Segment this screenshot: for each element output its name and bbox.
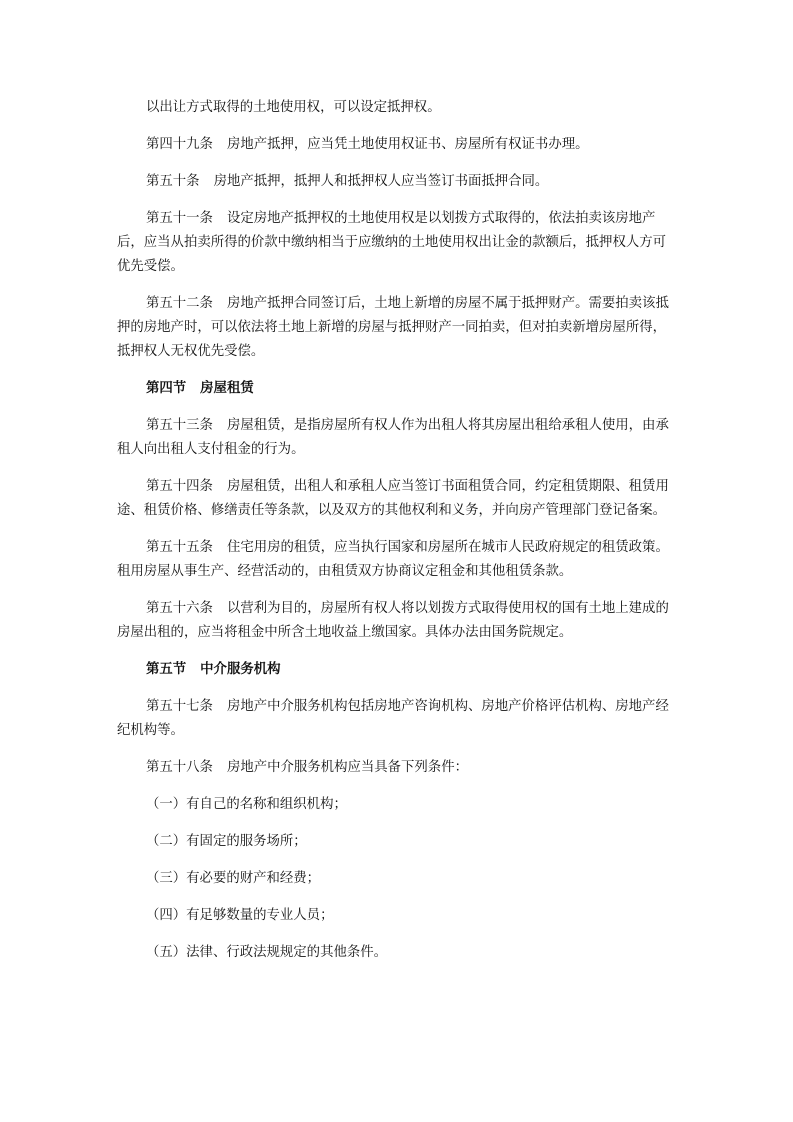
list-item bbox=[117, 867, 679, 891]
article-label: 第五十五条 bbox=[146, 540, 213, 555]
section-heading bbox=[117, 377, 679, 401]
article-label: 第五十一条 bbox=[146, 211, 213, 226]
paragraph-text-body: 以出让方式取得的土地使用权，可以设定抵押权。 bbox=[146, 100, 441, 115]
article-text: 以营利为目的，房屋所有权人将以划拨方式取得使用权的国有土地上建成的房屋出租的，应当将租金中所含土地收益上缴国家。具体办法由国务院规定。 bbox=[117, 601, 669, 640]
section-heading bbox=[117, 658, 679, 682]
article-paragraph bbox=[117, 536, 679, 584]
article-label: 第五十六条 bbox=[146, 601, 213, 616]
list-item-text: （五）法律、行政法规规定的其他条件。 bbox=[146, 945, 388, 960]
article-paragraph bbox=[117, 170, 679, 194]
article-text: 设定房地产抵押权的土地使用权是以划拨方式取得的，依法拍卖该房地产后，应当从拍卖所得的价款中缴纳相当于应缴纳的土地使用权出让金的款额后，抵押权人方可优先受偿。 bbox=[117, 211, 667, 274]
article-label: 第五十四条 bbox=[146, 479, 213, 494]
article-text: 房地产中介服务机构包括房地产咨询机构、房地产价格评估机构、房地产经纪机构等。 bbox=[117, 699, 669, 738]
article-text: 房地产抵押合同签订后，土地上新增的房屋不属于抵押财产。需要拍卖该抵押的房地产时，可以依法将土地上新增的房屋与抵押财产一同拍卖，但对拍卖新增房屋所得，抵押权人无权优先受偿。 bbox=[117, 296, 669, 359]
article-paragraph bbox=[117, 414, 679, 462]
article-label: 第四十九条 bbox=[146, 137, 213, 152]
list-item bbox=[117, 830, 679, 854]
article-paragraph bbox=[117, 207, 679, 279]
article-label: 第五十七条 bbox=[146, 699, 213, 714]
article-paragraph bbox=[117, 756, 679, 780]
article-label: 第五十八条 bbox=[146, 760, 213, 775]
section-title: 中介服务机构 bbox=[200, 662, 281, 677]
article-text: 住宅用房的租赁，应当执行国家和房屋所在城市人民政府规定的租赁政策。租用房屋从事生产、经营活动的，由租赁双方协商议定租金和其他租赁条款。 bbox=[117, 540, 669, 579]
article-label: 第五十条 bbox=[146, 174, 200, 189]
article-paragraph bbox=[117, 292, 679, 364]
article-paragraph bbox=[117, 695, 679, 743]
article-text: 房地产抵押，抵押人和抵押权人应当签订书面抵押合同。 bbox=[213, 174, 549, 189]
article-paragraph bbox=[117, 475, 679, 523]
list-item-text: （二）有固定的服务场所； bbox=[146, 834, 307, 849]
article-text: 房地产中介服务机构应当具备下列条件： bbox=[226, 760, 468, 775]
article-text: 房地产抵押，应当凭土地使用权证书、房屋所有权证书办理。 bbox=[226, 137, 589, 152]
list-item-text: （一）有自己的名称和组织机构； bbox=[146, 797, 347, 812]
article-paragraph bbox=[117, 597, 679, 645]
section-label: 第四节 bbox=[146, 381, 187, 396]
article-text: 房屋租赁，出租人和承租人应当签订书面租赁合同，约定租赁期限、租赁用途、租赁价格、修缮责任等条款，以及双方的其他权利和义务，并向房产管理部门登记备案。 bbox=[117, 479, 669, 518]
list-item-text: （三）有必要的财产和经费； bbox=[146, 871, 321, 886]
article-label: 第五十二条 bbox=[146, 296, 213, 311]
article-paragraph bbox=[117, 133, 679, 157]
list-item-text: （四）有足够数量的专业人员； bbox=[146, 908, 334, 923]
paragraph-text bbox=[117, 96, 679, 120]
list-item bbox=[117, 941, 679, 965]
section-title: 房屋租赁 bbox=[200, 381, 254, 396]
article-text: 房屋租赁，是指房屋所有权人作为出租人将其房屋出租给承租人使用，由承租人向出租人支付租金的行为。 bbox=[117, 418, 669, 457]
list-item bbox=[117, 904, 679, 928]
article-label: 第五十三条 bbox=[146, 418, 213, 433]
section-label: 第五节 bbox=[146, 662, 187, 677]
list-item bbox=[117, 793, 679, 817]
document-body bbox=[117, 96, 679, 978]
